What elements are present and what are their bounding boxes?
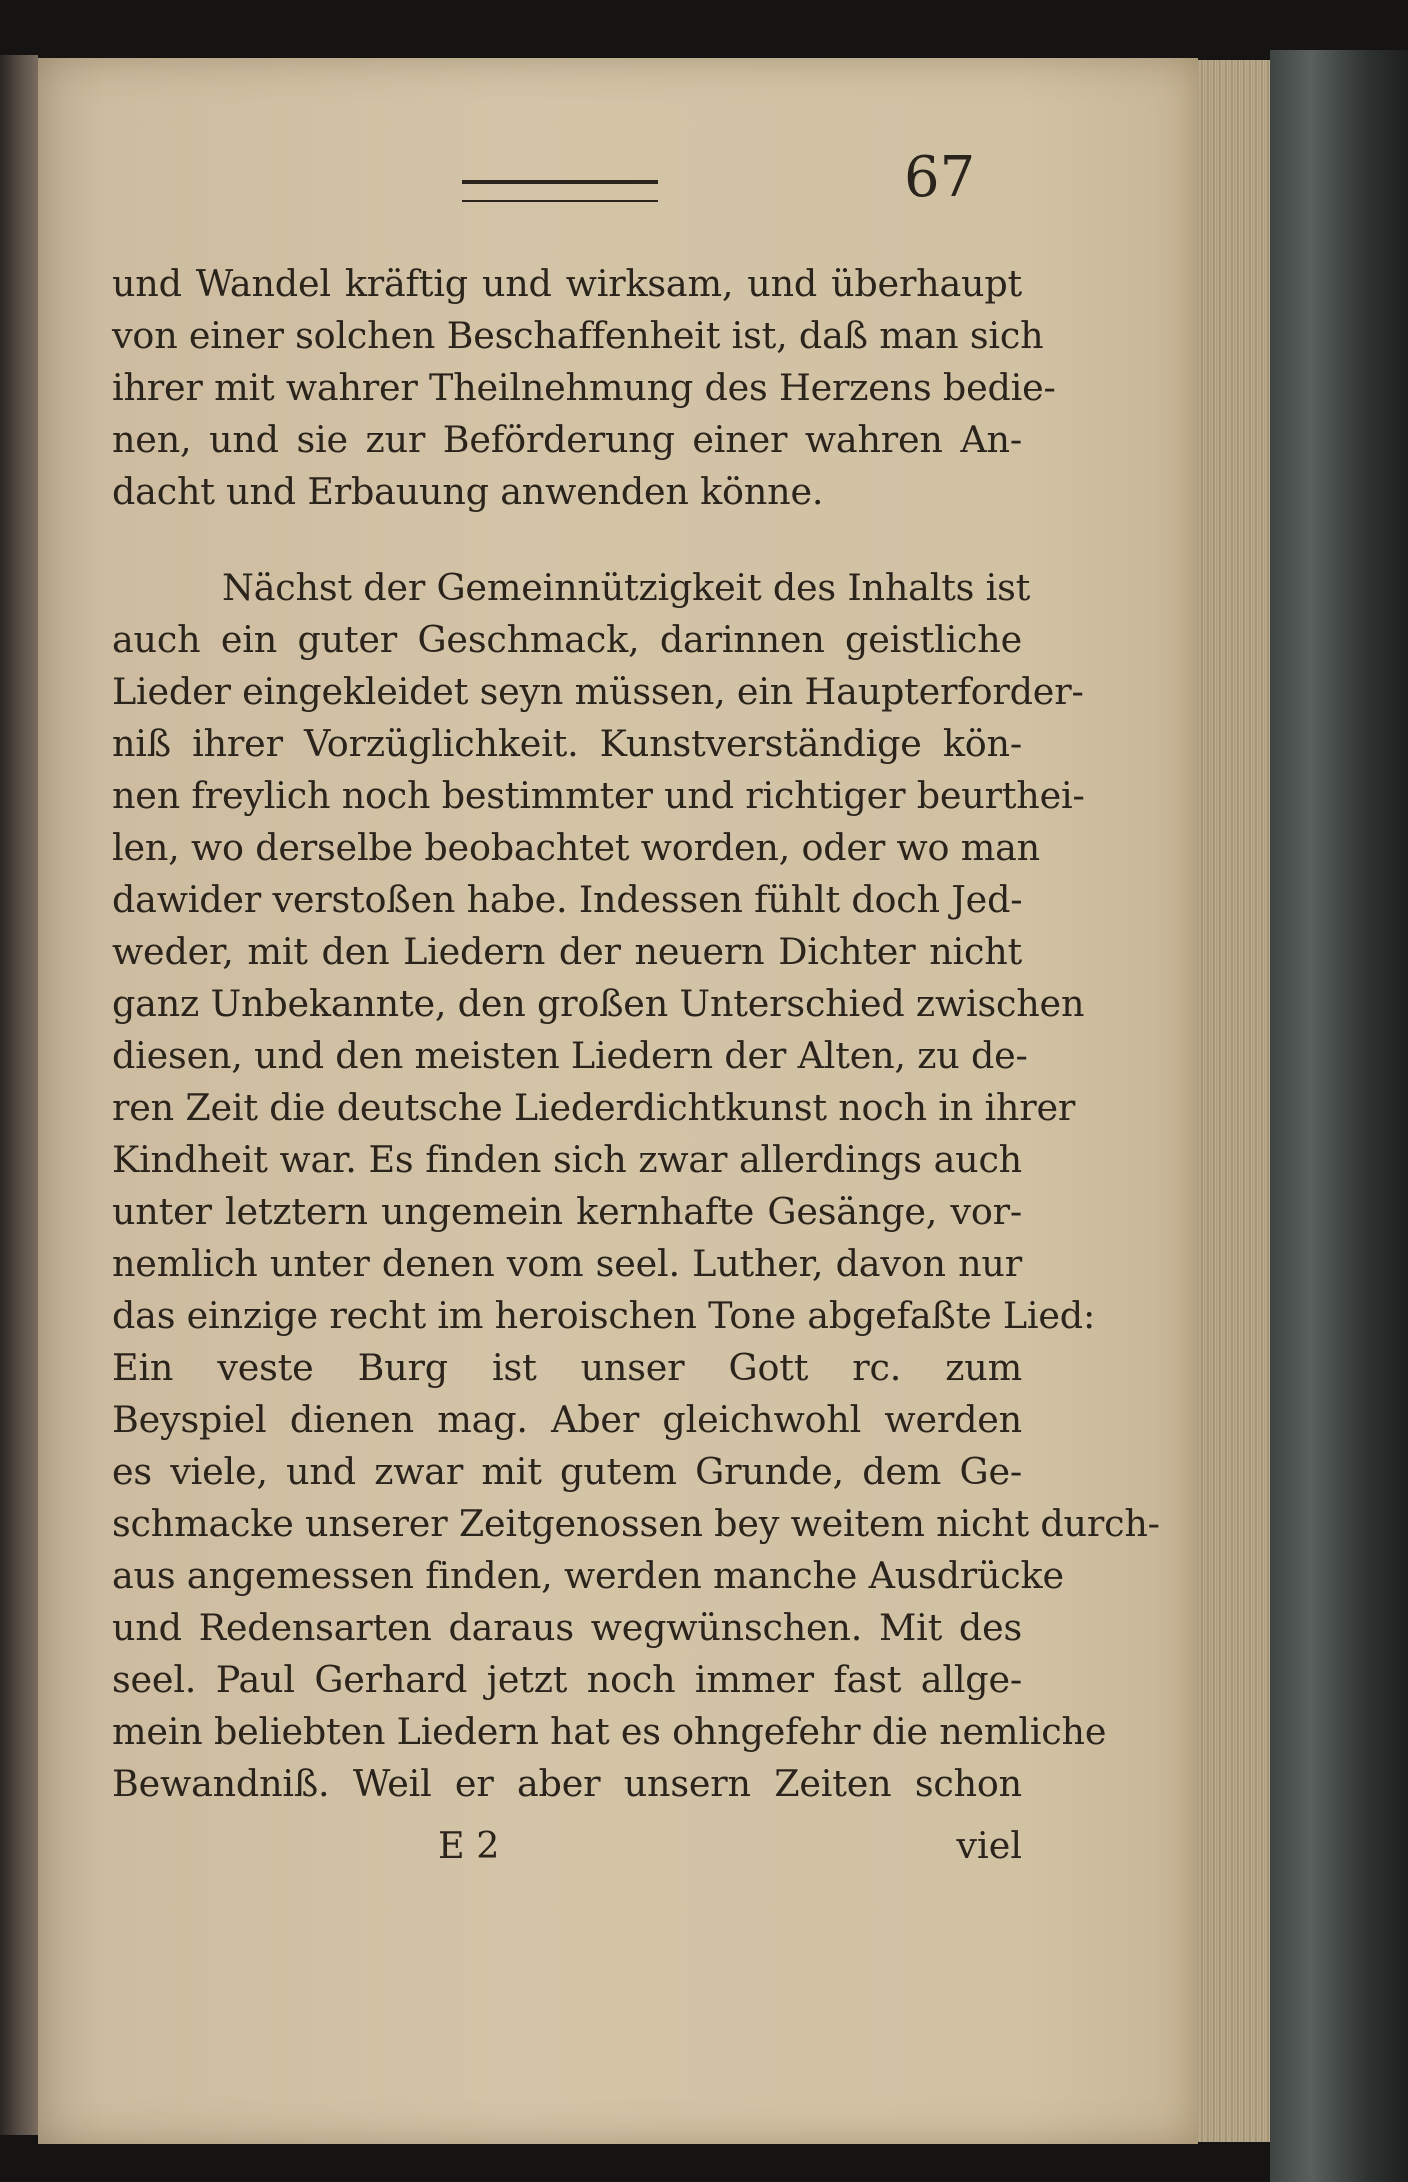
- text-line: dawider verstoßen habe. Indessen fühlt doch Jed-: [112, 878, 1023, 921]
- text-line: mein beliebten Liedern hat es ohngefehr die nemliche: [112, 1710, 1107, 1753]
- text-line: es viele, und zwar mit gutem Grunde, dem Ge-: [112, 1450, 1022, 1493]
- text-line: seel. Paul Gerhard jetzt noch immer fast allge-: [112, 1658, 1022, 1701]
- text-line: ihrer mit wahrer Theilnehmung des Herzens bedie-: [112, 366, 1056, 409]
- text-line: auch ein guter Geschmack, darinnen geistliche: [112, 618, 1022, 661]
- text-line: Ein veste Burg ist unser Gott rc. zum: [112, 1346, 1022, 1389]
- text-line: von einer solchen Beschaffenheit ist, daß man sich: [112, 314, 1044, 357]
- text-line: Beyspiel dienen mag. Aber gleichwohl werden: [112, 1398, 1022, 1441]
- text-line: Bewandniß. Weil er aber unsern Zeiten schon: [112, 1762, 1022, 1805]
- body-text: [112, 258, 1160, 1810]
- text-line: das einzige recht im heroischen Tone abgefaßte Lied:: [112, 1294, 1096, 1337]
- signature-mark: E 2: [438, 1824, 500, 1867]
- catchword: viel: [956, 1824, 1022, 1867]
- text-line: weder, mit den Liedern der neuern Dichter nicht: [112, 930, 1022, 973]
- text-line: schmacke unserer Zeitgenossen bey weitem nicht durch-: [112, 1502, 1160, 1545]
- book-cover-edge: [1270, 50, 1408, 2182]
- text-line: ren Zeit die deutsche Liederdichtkunst noch in ihrer: [112, 1086, 1076, 1129]
- header-rule: [462, 180, 658, 202]
- text-line: nen, und sie zur Beförderung einer wahren An-: [112, 418, 1022, 461]
- text-line: unter letztern ungemein kernhafte Gesänge, vor-: [112, 1190, 1022, 1233]
- text-line: nemlich unter denen vom seel. Luther, davon nur: [112, 1242, 1022, 1285]
- facing-page-edge: [0, 55, 38, 2135]
- paragraph-gap: [112, 518, 1022, 562]
- text-line: ganz Unbekannte, den großen Unterschied zwischen: [112, 982, 1085, 1025]
- text-line: dacht und Erbauung anwenden könne.: [112, 470, 824, 513]
- text-line: niß ihrer Vorzüglichkeit. Kunstverständige kön-: [112, 722, 1022, 765]
- text-line: und Redensarten daraus wegwünschen. Mit des: [112, 1606, 1022, 1649]
- text-line: aus angemessen finden, werden manche Ausdrücke: [112, 1554, 1064, 1597]
- page-block-edges: [1198, 60, 1270, 2142]
- page-footer: [112, 1824, 1022, 1880]
- text-line: Kindheit war. Es finden sich zwar allerdings auch: [112, 1138, 1022, 1181]
- page-number: 67: [904, 145, 976, 210]
- text-line: Lieder eingekleidet seyn müssen, ein Haupterforder-: [112, 670, 1084, 713]
- text-line: len, wo derselbe beobachtet worden, oder wo man: [112, 826, 1040, 869]
- text-line: diesen, und den meisten Liedern der Alten, zu de-: [112, 1034, 1028, 1077]
- text-line: und Wandel kräftig und wirksam, und überhaupt: [112, 262, 1022, 305]
- text-line: nen freylich noch bestimmter und richtiger beurthei-: [112, 774, 1085, 817]
- text-line: Nächst der Gemeinnützigkeit des Inhalts ist: [222, 566, 1031, 609]
